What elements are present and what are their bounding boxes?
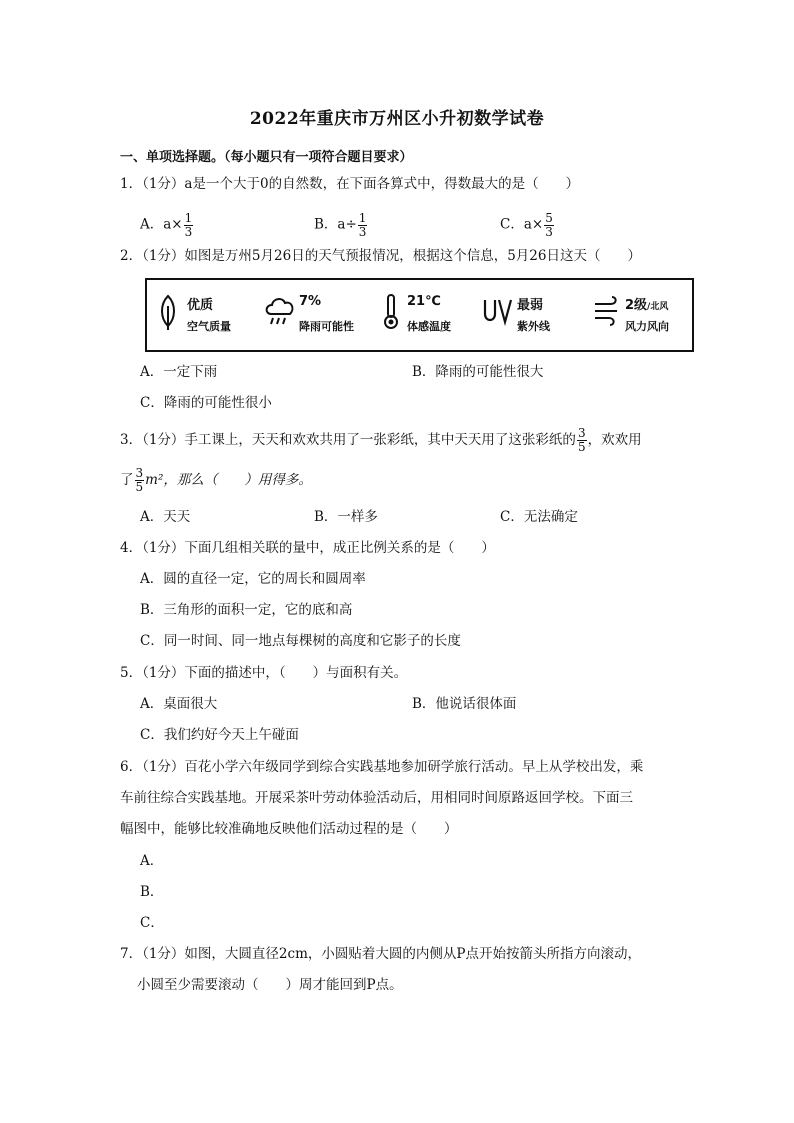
denominator: 5 — [577, 440, 586, 454]
question-1-option-c — [500, 212, 555, 238]
uv-value: 最弱 — [517, 298, 544, 313]
question-6-option-c: C． — [140, 915, 164, 931]
question-2-option-c: C．降雨的可能性很小 — [140, 395, 272, 411]
question-4-option-c: C．同一时间、同一地点每棵树的高度和它影子的长度 — [140, 633, 461, 649]
stem-text: 了 — [120, 472, 134, 488]
question-1-stem: 1．（1分）a是一个大于0的自然数，在下面各算式中，得数最大的是（ ） — [120, 176, 580, 192]
question-3-stem-line1 — [120, 426, 642, 454]
question-7-stem-line1: 7．（1分）如图，大圆直径2cm，小圆贴着大圆的内侧从P点开始按箭头所指方向滚动， — [120, 946, 641, 962]
air-quality-label: 空气质量 — [187, 320, 231, 333]
question-3-option-a: A．天天 — [140, 509, 191, 525]
temperature-value: 21℃ — [407, 294, 441, 309]
stem-text: ，欢欢用 — [587, 432, 642, 448]
denominator: 5 — [135, 480, 144, 494]
question-4-stem: 4．（1分）下面几组相关联的量中，成正比例关系的是（ ） — [120, 540, 495, 556]
question-1-option-b — [314, 212, 368, 238]
question-1-option-a — [140, 212, 194, 238]
temperature-label: 体感温度 — [407, 320, 451, 333]
stem-text: 3．（1分）手工课上，天天和欢欢共用了一张彩纸，其中天天用了这张彩纸的 — [120, 432, 576, 448]
fraction — [358, 212, 368, 238]
question-5-option-a: A．桌面很大 — [140, 696, 218, 712]
question-6-stem-line3: 幅图中，能够比较准确地反映他们活动过程的是（ ） — [120, 821, 458, 837]
fraction — [544, 212, 554, 238]
weather-forecast-image — [145, 278, 694, 352]
question-3-option-b: B．一样多 — [314, 509, 378, 525]
question-4-option-b: B．三角形的面积一定，它的底和高 — [140, 602, 353, 618]
numerator: 1 — [184, 211, 193, 225]
wind-label: 风力风向 — [625, 320, 669, 333]
rain-chance-label: 降雨可能性 — [299, 320, 354, 333]
uv-icon — [483, 292, 515, 332]
air-quality-value: 优质 — [187, 298, 214, 313]
question-3-option-c: C．无法确定 — [500, 509, 578, 525]
question-5-option-c: C．我们约好今天上午碰面 — [140, 727, 299, 743]
question-5-option-b: B．他说话很体面 — [412, 696, 517, 712]
section-heading: 一、单项选择题。（每小题只有一项符合题目要求） — [120, 150, 413, 165]
question-6-stem-line2: 车前往综合实践基地。开展采茶叶劳动体验活动后，用相同时间原路返回学校。下面三 — [120, 790, 633, 806]
numerator: 5 — [545, 211, 553, 225]
numerator: 3 — [577, 426, 586, 441]
thermometer-icon — [381, 292, 401, 332]
denominator: 3 — [358, 224, 367, 239]
option-label: A．a× — [140, 216, 183, 233]
question-5-stem: 5．（1分）下面的描述中，（ ）与面积有关。 — [120, 665, 408, 681]
fraction — [577, 427, 587, 453]
leaf-icon — [157, 292, 179, 332]
question-2-option-a: A．一定下雨 — [140, 364, 218, 380]
question-7-stem-line2: 小圆至少需要滚动（ ）周才能回到P点。 — [137, 977, 403, 993]
question-6-option-b: B． — [140, 884, 164, 900]
wind-icon — [593, 292, 621, 332]
wind-value — [625, 294, 668, 313]
numerator: 3 — [135, 466, 144, 481]
fraction — [135, 467, 145, 493]
question-2-stem: 2．（1分）如图是万州5月26日的天气预报情况，根据这个信息，5月26日这天（ ） — [120, 248, 641, 264]
option-label: C．a× — [500, 216, 544, 233]
page-title: 2022年重庆市万州区小升初数学试卷 — [249, 109, 545, 129]
numerator: 1 — [358, 211, 367, 225]
rain-chance-value: 7% — [299, 294, 322, 309]
question-4-option-a: A．圆的直径一定，它的周长和圆周率 — [140, 571, 366, 587]
wind-direction: /北风 — [647, 302, 669, 312]
wind-level: 2级 — [625, 298, 648, 313]
option-label: B．a÷ — [314, 216, 357, 233]
rain-cloud-icon — [265, 292, 297, 332]
question-6-option-a: A． — [140, 853, 164, 869]
fraction — [184, 212, 194, 238]
question-3-stem-line2 — [120, 466, 312, 494]
denominator: 3 — [545, 224, 553, 239]
question-6-stem-line1: 6．（1分）百花小学六年级同学到综合实践基地参加研学旅行活动。早上从学校出发，乘 — [120, 759, 644, 775]
question-2-option-b: B．降雨的可能性很大 — [412, 364, 544, 380]
denominator: 3 — [184, 224, 193, 239]
stem-text: m²，那么（ ）用得多。 — [145, 472, 312, 488]
uv-label: 紫外线 — [517, 320, 550, 333]
